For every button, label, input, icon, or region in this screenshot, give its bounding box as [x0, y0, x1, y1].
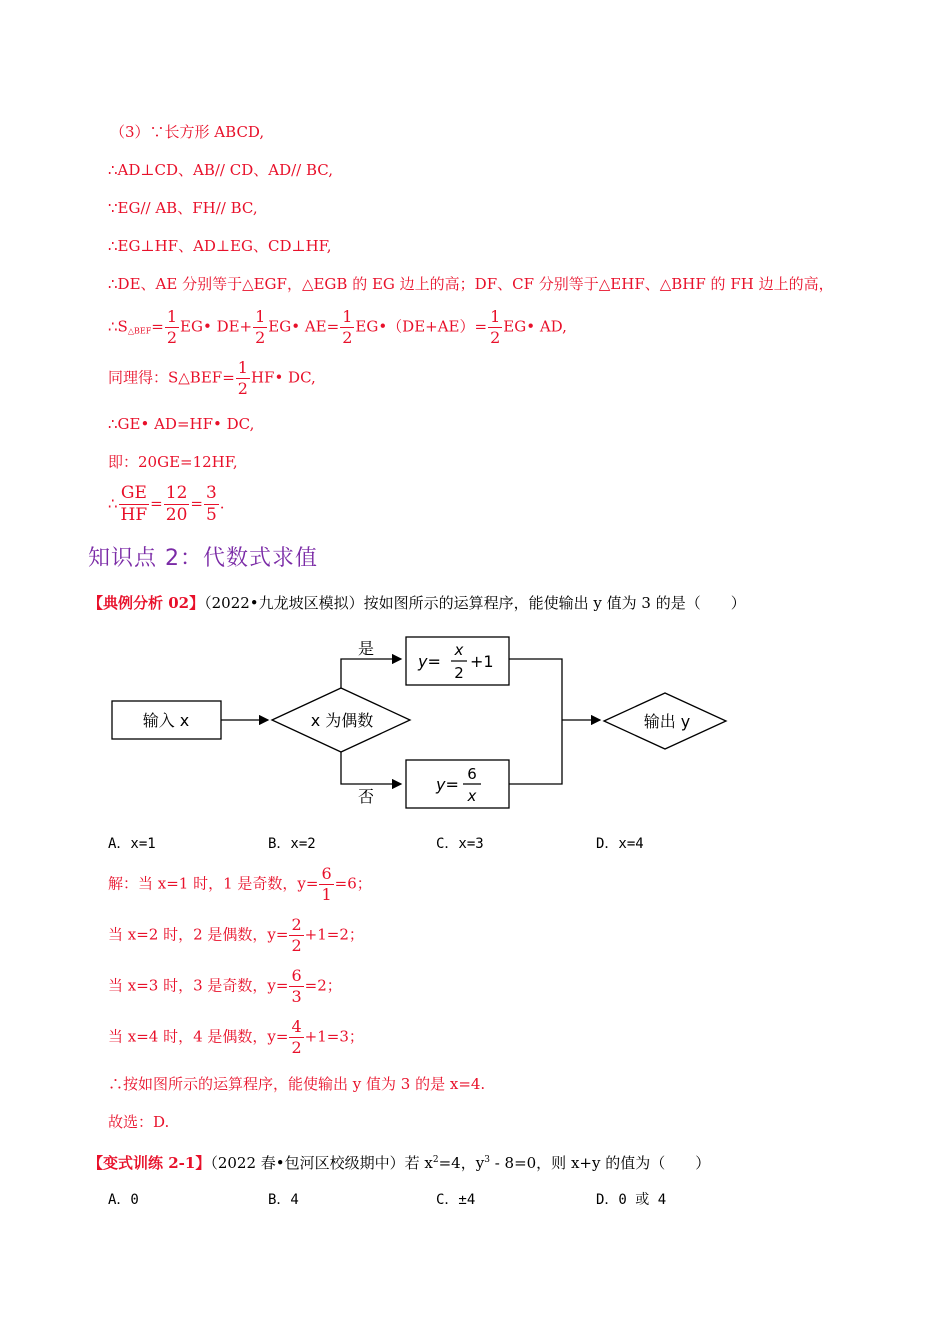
part3-line9: 即：20GE=12HF, [108, 453, 238, 471]
option-a[interactable]: A．x=1 [108, 836, 156, 852]
exercise-option-b[interactable]: B．4 [268, 1192, 299, 1208]
part3-similar-line: 同理得：S△BEF= $\frac{1}{2}$ HF• DC, [108, 358, 316, 398]
output-label: 输出 y [643, 712, 691, 731]
svg-text:2: 2 [454, 664, 464, 682]
svg-text:y=: y= [418, 652, 441, 671]
exercise-tag: 【变式训练 2-1】 [88, 1154, 211, 1172]
input-label: 输入 x [142, 711, 190, 730]
decision-label: x 为偶数 [310, 711, 374, 730]
fraction-half: $\frac{1}{2}$ [166, 307, 178, 347]
solution-line2: 当 x=2 时，2 是偶数，y= $\frac{2}{2}$ +1=2； [108, 915, 364, 955]
example-tag: 【典例分析 02】 [88, 594, 205, 612]
option-d[interactable]: D．x=4 [596, 836, 644, 852]
solution-conclusion: ∴按如图所示的运算程序，能使输出 y 值为 3 的是 x=4. [108, 1075, 486, 1093]
svg-text:+1: +1 [470, 652, 494, 671]
part3-line8: ∴GE• AD=HF• DC, [108, 415, 255, 433]
example-question: 【典例分析 02】（2022•九龙坡区模拟）按如图所示的运算程序，能使输出 y 值为 3 的是（ ） [88, 594, 746, 612]
part3-ratio-line: ∴ $\frac{GE}{HF}$ = $\frac{12}{20}$ = $\frac{3}{5}$ . [108, 483, 225, 525]
svg-text:x: x [467, 787, 477, 805]
exercise-option-c[interactable]: C．±4 [436, 1192, 476, 1208]
part3-line4: ∴EG⊥HF、AD⊥EG、CD⊥HF, [108, 237, 332, 255]
part3-line1: （3）∵长方形 ABCD, [110, 123, 265, 141]
exercise-question: 【变式训练 2-1】（2022 春•包河区校级期中）若 $x^2=4$，$y^3 - 8=0$，则 x+y 的值为（ ） [88, 1154, 711, 1172]
svg-text:x: x [454, 641, 464, 659]
part3-area-equation: $\therefore S_{\triangle BEF}=$ $\frac{1}{2}$ EG• DE+ $\frac{1}{2}$ EG• AE= $\frac{1}{2}$ EG•（DE+AE）= $\frac{1}{2}$ EG• AD, [108, 307, 567, 347]
part3-line3: ∵EG// AB、FH// BC, [108, 199, 258, 217]
fraction-half: $\frac{1}{2}$ [490, 307, 501, 347]
solution-answer: 故选：D. [108, 1113, 170, 1131]
fraction-half: $\frac{1}{2}$ [255, 307, 266, 347]
fraction-half: $\frac{1}{2}$ [237, 358, 248, 398]
exercise-option-d[interactable]: D．0 或 4 [596, 1192, 667, 1208]
option-b[interactable]: B．x=2 [268, 836, 316, 852]
fraction-12-20: $\frac{12}{20}$ [165, 483, 188, 525]
part3-line2: ∴AD⊥CD、AB// CD、AD// BC, [108, 161, 333, 179]
yes-label: 是 [358, 639, 375, 658]
fraction-3-5: $\frac{3}{5}$ [205, 483, 217, 525]
section-title: 知识点 2：代数式求值 [88, 546, 318, 571]
fraction-half: $\frac{1}{2}$ [342, 307, 353, 347]
solution-line4: 当 x=4 时，4 是偶数，y= $\frac{4}{2}$ +1=3； [108, 1017, 364, 1057]
no-label: 否 [358, 787, 375, 806]
solution-line1: 解：当 x=1 时，1 是奇数，y= $\frac{6}{1}$ =6； [108, 864, 372, 904]
solution-line3: 当 x=3 时，3 是奇数，y= $\frac{6}{3}$ =2； [108, 966, 342, 1006]
part3-line5: ∴DE、AE 分别等于△EGF，△EGB 的 EG 边上的高；DF、CF 分别等于△EHF、△BHF 的 FH 边上的高， [108, 275, 834, 293]
fraction-ge-hf: $\frac{GE}{HF}$ [120, 483, 148, 525]
svg-text:y=: y= [436, 775, 459, 794]
option-c[interactable]: C．x=3 [436, 836, 484, 852]
exercise-option-a[interactable]: A．0 [108, 1192, 139, 1208]
svg-text:6: 6 [467, 765, 477, 783]
